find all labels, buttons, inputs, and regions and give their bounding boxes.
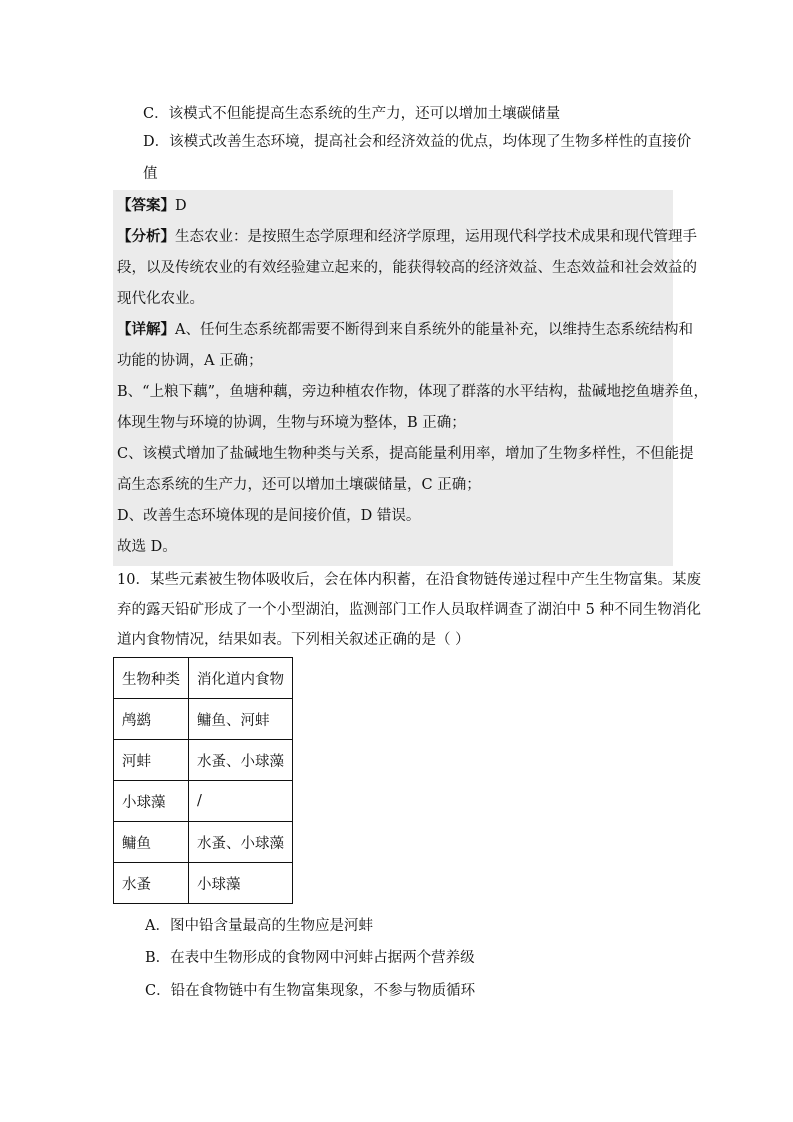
analysis-line-2: 段，以及传统农业的有效经验建立起来的，能获得较高的经济效益、生态效益和社会效益的 (117, 260, 697, 276)
detail-line-3: B、“上粮下藕”，鱼塘种藕，旁边种植农作物，体现了群落的水平结构，盐碱地挖鱼塘养鱼， (117, 384, 708, 400)
detail-line-2: 功能的协调，A 正确； (117, 353, 263, 369)
table-row (114, 822, 293, 863)
option-c: C．铅在食物链中有生物富集现象，不参与物质循环 (145, 983, 476, 999)
table-row (114, 740, 293, 781)
table-row (114, 781, 293, 822)
food-table (113, 657, 293, 904)
table-cell-species: 鳙鱼 (114, 822, 189, 863)
detail-text-1: A、任何生态系统都需要不断得到来自系统外的能量补充，以维持生态系统结构和 (175, 322, 693, 338)
detail-line-7: D、改善生态环境体现的是间接价值，D 错误。 (117, 508, 421, 524)
option-b: B．在表中生物形成的食物网中河蚌占据两个营养级 (145, 950, 475, 966)
table-row (114, 863, 293, 904)
detail-line-6: 高生态系统的生产力，还可以增加土壤碳储量，C 正确； (117, 477, 481, 493)
table-cell-food: / (189, 781, 293, 822)
detail-line-5: C、该模式增加了盐碱地生物种类与关系，提高能量利用率，增加了生物多样性，不但能提 (117, 446, 694, 462)
table-cell-food: 鳙鱼、河蚌 (189, 699, 293, 740)
table-cell-species: 水蚤 (114, 863, 189, 904)
detail-line-8: 故选 D。 (117, 539, 177, 555)
analysis-text-1: 生态农业：是按照生态学原理和经济学原理，运用现代科学技术成果和现代管理手 (175, 229, 697, 245)
option-d-prev-line1: D．该模式改善生态环境，提高社会和经济效益的优点，均体现了生物多样性的直接价 (143, 134, 692, 150)
table-cell-food: 小球藻 (189, 863, 293, 904)
analysis-line-1 (117, 226, 697, 248)
question-10-line-1: 10．某些元素被生物体吸收后，会在体内积蓄，在沿食物链传递过程中产生生物富集。某废 (117, 572, 701, 588)
question-10-line-2: 弃的露天铅矿形成了一个小型湖泊，监测部门工作人员取样调查了湖泊中 5 种不同生物消化 (117, 602, 701, 618)
analysis-line-3: 现代化农业。 (117, 291, 204, 307)
detail-line-1 (117, 319, 693, 341)
table-cell-species: 小球藻 (114, 781, 189, 822)
table-cell-food: 水蚤、小球藻 (189, 822, 293, 863)
table-row (114, 699, 293, 740)
table-header-cell: 生物种类 (114, 658, 189, 699)
table-header-row (114, 658, 293, 699)
question-10-line-3: 道内食物情况，结果如表。下列相关叙述正确的是（ ） (117, 632, 470, 648)
analysis-tag: 【分析】 (117, 228, 175, 245)
table-cell-food: 水蚤、小球藻 (189, 740, 293, 781)
option-d-prev-line2: 值 (143, 166, 158, 182)
answer-value: D (175, 198, 187, 214)
table-cell-species: 鸬鹚 (114, 699, 189, 740)
answer-tag: 【答案】 (117, 197, 175, 214)
detail-line-4: 体现生物与环境的协调，生物与环境为整体，B 正确； (117, 415, 466, 431)
detail-tag: 【详解】 (117, 321, 175, 338)
option-c-prev: C．该模式不但能提高生态系统的生产力，还可以增加土壤碳储量 (143, 106, 561, 122)
table-cell-species: 河蚌 (114, 740, 189, 781)
table-header-cell: 消化道内食物 (189, 658, 293, 699)
answer-line (117, 195, 187, 217)
option-a: A．图中铅含量最高的生物应是河蚌 (145, 918, 373, 934)
